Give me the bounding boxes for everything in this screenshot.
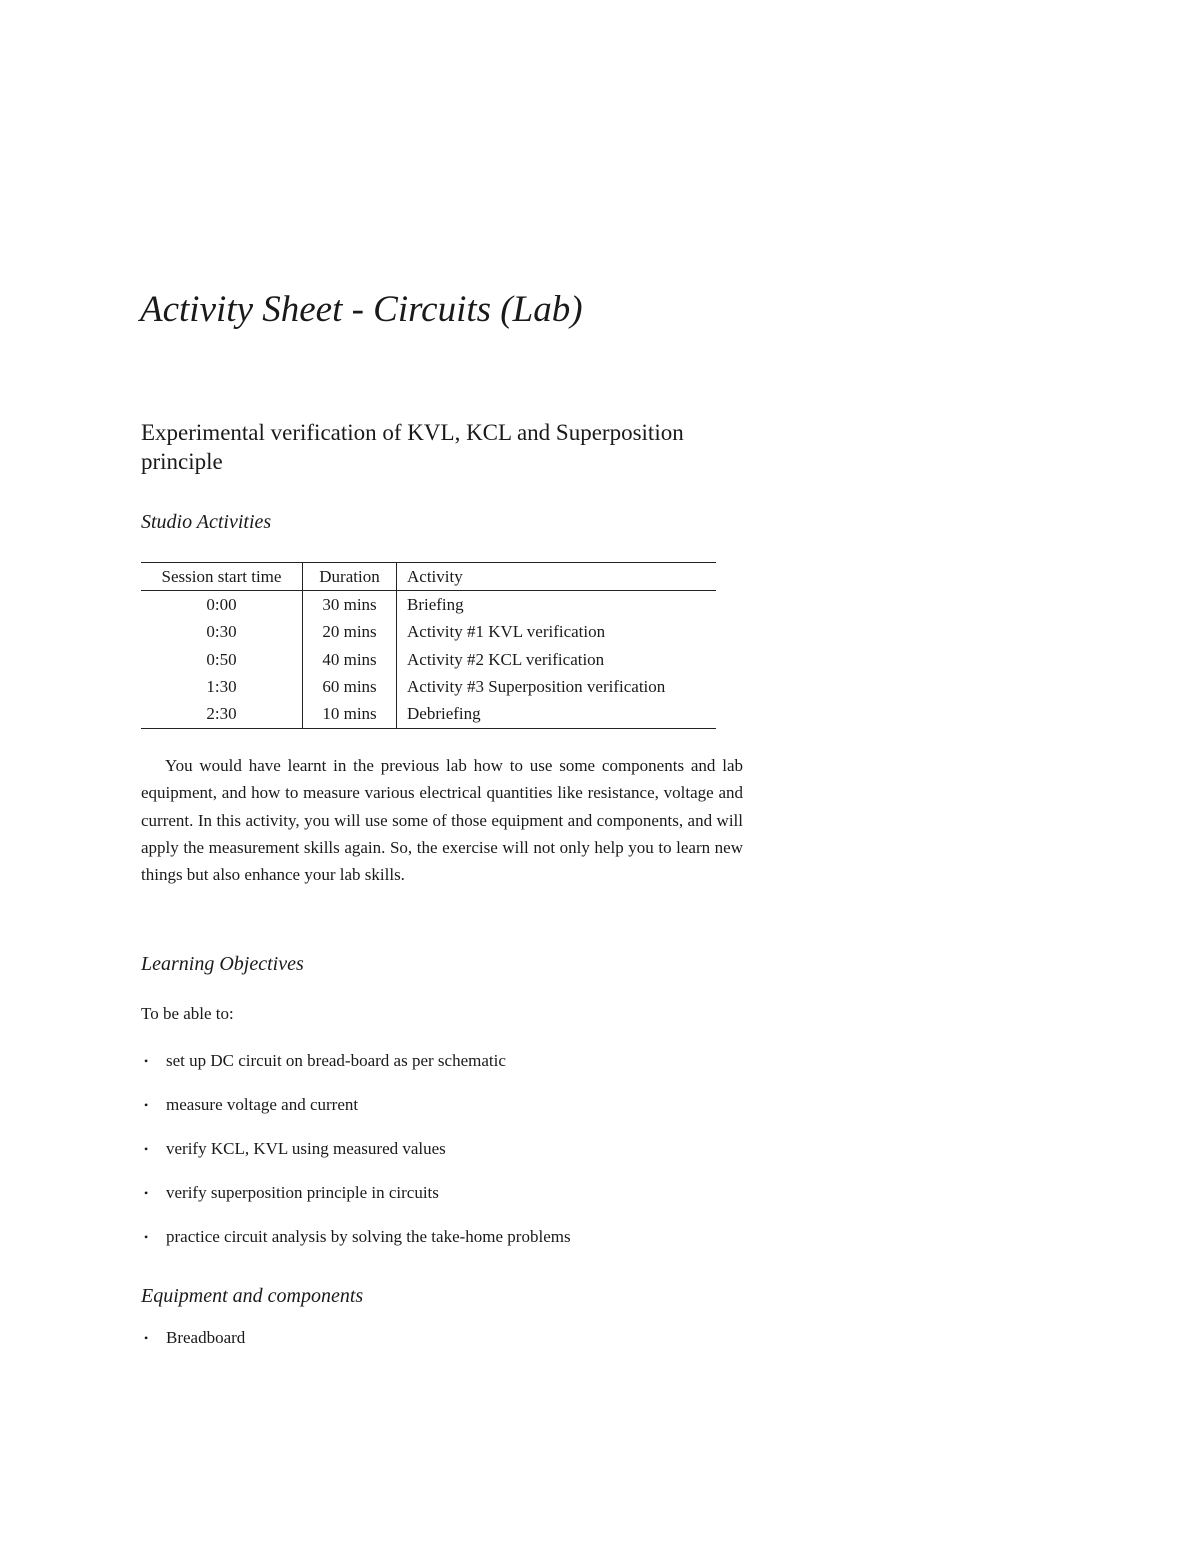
list-item <box>141 1049 571 1093</box>
duration-cell: 10 mins <box>303 700 397 728</box>
objective-text: practice circuit analysis by solving the take-home problems <box>166 1227 571 1246</box>
objective-text: set up DC circuit on bread-board as per schematic <box>166 1051 506 1070</box>
activity-cell: Activity #1 KVL verification <box>407 622 606 642</box>
table-row <box>141 700 716 728</box>
objectives-lead-text: To be able to: <box>141 1004 234 1023</box>
bullet-icon: • <box>144 1331 149 1345</box>
equipment-text: Breadboard <box>166 1328 246 1347</box>
table-row <box>141 673 716 700</box>
document-title: Activity Sheet - Circuits (Lab) <box>140 289 583 330</box>
list-item <box>141 1326 245 1350</box>
activity-cell: Briefing <box>407 594 464 614</box>
start-time-cell: 0:30 <box>141 619 303 646</box>
duration-cell: 40 mins <box>303 646 397 673</box>
activity-cell: Activity #2 KCL verification <box>407 649 605 669</box>
bullet-icon: • <box>144 1186 149 1200</box>
duration-cell: 20 mins <box>303 619 397 646</box>
start-time-cell: 2:30 <box>141 700 303 728</box>
section-title: Experimental verification of KVL, KCL and Superposition principle <box>141 420 684 474</box>
start-time-cell: 0:50 <box>141 646 303 673</box>
list-item <box>141 1225 571 1269</box>
start-time-cell: 1:30 <box>141 673 303 700</box>
schedule-table <box>141 562 716 729</box>
list-item <box>141 1093 571 1137</box>
duration-cell: 30 mins <box>303 591 397 619</box>
table-header-row <box>141 563 716 591</box>
equipment-heading: Equipment and components <box>141 1285 364 1307</box>
activity-cell: Debriefing <box>407 704 481 724</box>
list-item <box>141 1181 571 1225</box>
equipment-list <box>141 1326 245 1350</box>
list-item <box>141 1137 571 1181</box>
intro-paragraph: You would have learnt in the previous lab how to use some components and lab equipment, and how to measure various electrical quantities like resistance, voltage and current. In this activity, you will use some of those equipment and components, and will apply the measurement skills again. So, the exercise will not only help you to learn new things but also enhance your lab skills. <box>141 756 743 885</box>
objective-text: measure voltage and current <box>166 1095 359 1114</box>
learning-objectives-heading: Learning Objectives <box>141 953 304 975</box>
bullet-icon: • <box>144 1142 149 1156</box>
table-row <box>141 619 716 646</box>
table-row <box>141 646 716 673</box>
table-row <box>141 591 716 619</box>
studio-activities-heading: Studio Activities <box>141 511 272 533</box>
objective-text: verify KCL, KVL using measured values <box>166 1139 446 1158</box>
objective-text: verify superposition principle in circuits <box>166 1183 439 1202</box>
column-header-duration: Duration <box>303 563 397 591</box>
column-header-start-time: Session start time <box>141 563 303 591</box>
activity-cell: Activity #3 Superposition verification <box>407 676 666 696</box>
duration-cell: 60 mins <box>303 673 397 700</box>
bullet-icon: • <box>144 1054 149 1068</box>
bullet-icon: • <box>144 1098 149 1112</box>
start-time-cell: 0:00 <box>141 591 303 619</box>
column-header-activity: Activity <box>407 566 463 586</box>
bullet-icon: • <box>144 1230 149 1244</box>
objectives-list <box>141 1049 571 1269</box>
